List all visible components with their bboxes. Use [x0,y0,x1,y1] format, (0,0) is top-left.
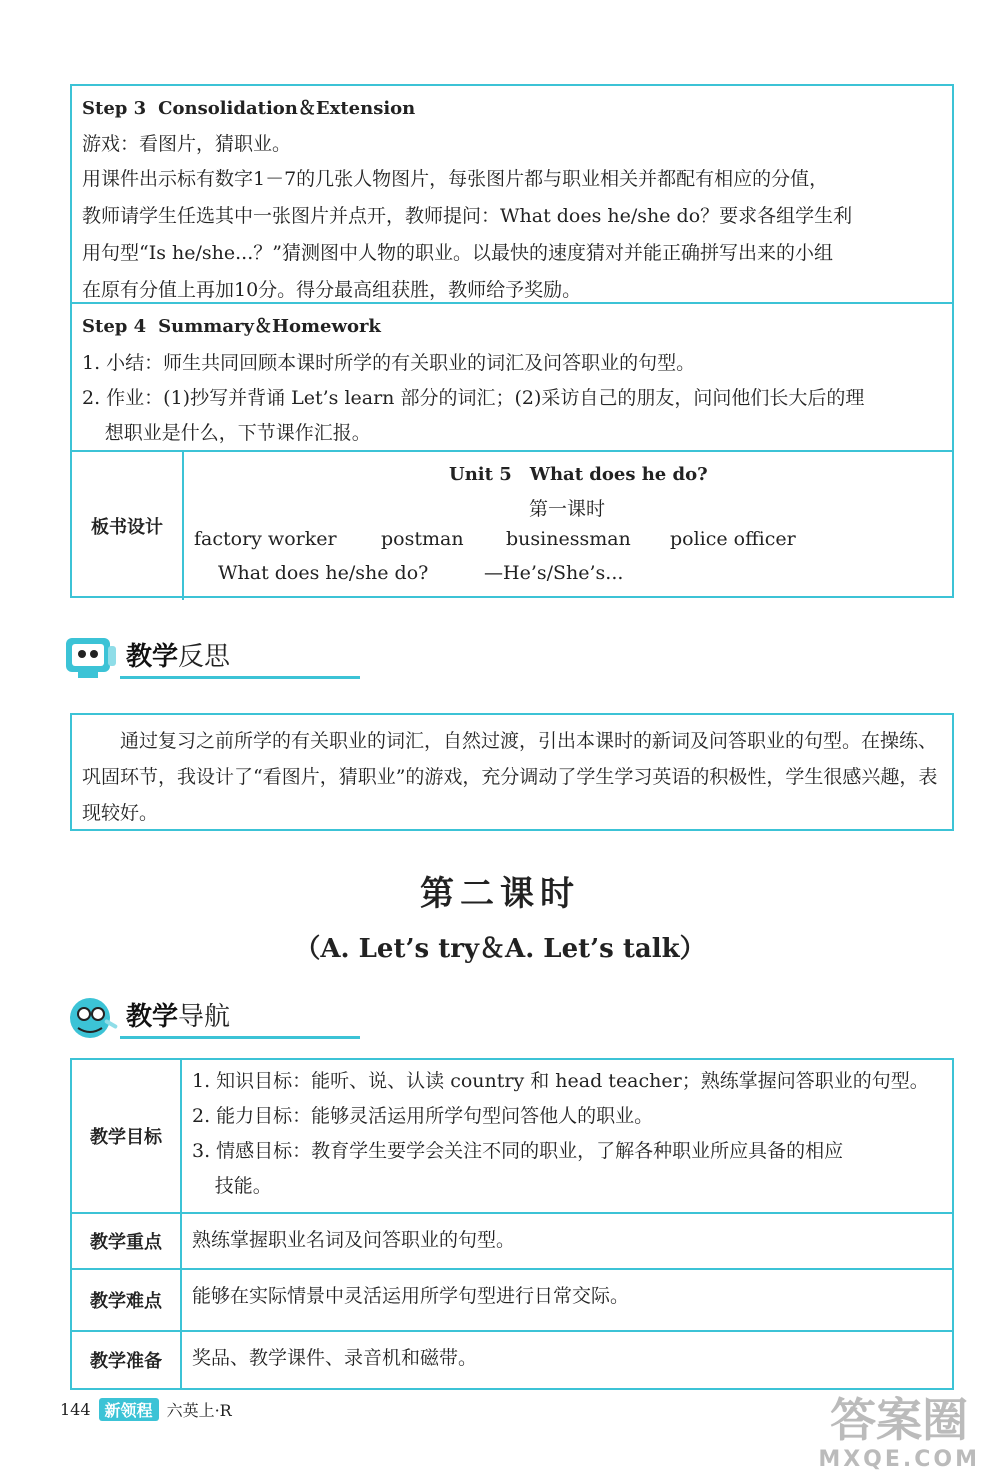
board-question: What does he/she do? [218,562,429,584]
board-design [72,452,952,600]
watermark-bottom: MXQE.COM [818,1447,980,1472]
step3-line-1: 游戏：看图片，猜职业。 [82,133,292,155]
guide-row-objectives [72,1060,952,1214]
guide-row-content [182,1060,952,1212]
board-unit-title: Unit 5 What does he do? [449,464,708,485]
board-word-1: factory worker [194,528,337,550]
board-word-2: postman [381,528,464,550]
lesson2-title: 第二课时 [420,874,580,914]
step4-line-1: 1. 小结：师生共同回顾本课时所学的有关职业的词汇及问答职业的句型。 [82,352,696,374]
guide-underline [120,1036,360,1039]
objective-line-1: 1. 知识目标：能听、说、认读 country 和 head teacher；熟练掌握问答职业的句型。 [192,1070,929,1092]
board-design-content [184,452,952,600]
mascot-detective-icon [60,992,124,1044]
page-footer [60,1398,232,1421]
objective-line-2: 2. 能力目标：能够灵活运用所学句型问答他人的职业。 [192,1105,654,1127]
guide-row-label: 教学重点 [72,1214,182,1268]
step4-section [72,304,952,452]
reflection-underline [120,676,360,679]
guide-row-label: 教学准备 [72,1332,182,1388]
guide-row-label: 教学难点 [72,1270,182,1330]
board-design-label: 板书设计 [72,452,184,600]
step3-line-3: 教师请学生任选其中一张图片并点开，教师提问：What does he/she do？要求各组学生利 [82,205,853,227]
step3-line-2: 用课件出示标有数字1－7的几张人物图片，每张图片都与职业相关并都配有相应的分值， [82,168,829,190]
board-word-4: police officer [670,528,796,550]
step3-title: Step 3 Consolidation＆Extension [82,98,416,119]
step4-line-3: 想职业是什么，下节课作汇报。 [104,422,371,444]
reflection-box [70,713,954,831]
step4-title: Step 4 Summary＆Homework [82,316,381,337]
guide-row-content: 奖品、教学课件、录音机和磁带。 [192,1347,478,1369]
guide-row-content: 能够在实际情景中灵活运用所学句型进行日常交际。 [192,1285,630,1307]
step3-line-4: 用句型“Is he/she...？”猜测图中人物的职业。以最快的速度猜对并能正确拼写出来的小组 [82,242,833,264]
board-answer: —He’s/She’s... [484,562,624,584]
book-code: 六英上·R [166,1401,232,1420]
guide-header [60,992,360,1044]
step4-line-2: 2. 作业：(1)抄写并背诵 Let’s learn 部分的词汇；(2)采访自己的朋友，问问他们长大后的理 [82,387,865,409]
page-number: 144 [60,1400,91,1419]
guide-row-key-points [72,1214,952,1270]
reflection-text: 通过复习之前所学的有关职业的词汇，自然过渡，引出本课时的新词及问答职业的句型。在操练、巩固环节，我设计了“看图片，猜职业”的游戏，充分调动了学生学习英语的积极性，学生很感兴趣，表现较好。 [82,730,938,824]
guide-row-preparation [72,1332,952,1388]
step3-line-5: 在原有分值上再加10分。得分最高组获胜，教师给予奖励。 [82,279,582,301]
reflection-title: 教学反思 [126,642,231,672]
step3-section [72,86,952,304]
teaching-guide-table [70,1058,954,1390]
guide-row-difficulties [72,1270,952,1332]
mascot-icon [60,632,124,684]
watermark-top: 答案圈 [830,1393,969,1447]
board-word-3: businessman [506,528,631,550]
guide-title: 教学导航 [126,1002,231,1032]
brand-logo: 新领程 [99,1398,159,1421]
watermark [818,1393,980,1480]
lesson2-subtitle: （A. Let’s try＆A. Let’s talk） [294,934,706,964]
reflection-header [60,632,360,684]
objective-line-3: 3. 情感目标：教育学生要学会关注不同的职业，了解各种职业所应具备的相应 [192,1140,844,1162]
lesson-steps-table [70,84,954,598]
objective-line-4: 技能。 [214,1175,272,1197]
board-lesson: 第一课时 [529,498,606,520]
guide-row-content: 熟练掌握职业名词及问答职业的句型。 [192,1229,516,1251]
guide-row-label: 教学目标 [72,1060,182,1212]
